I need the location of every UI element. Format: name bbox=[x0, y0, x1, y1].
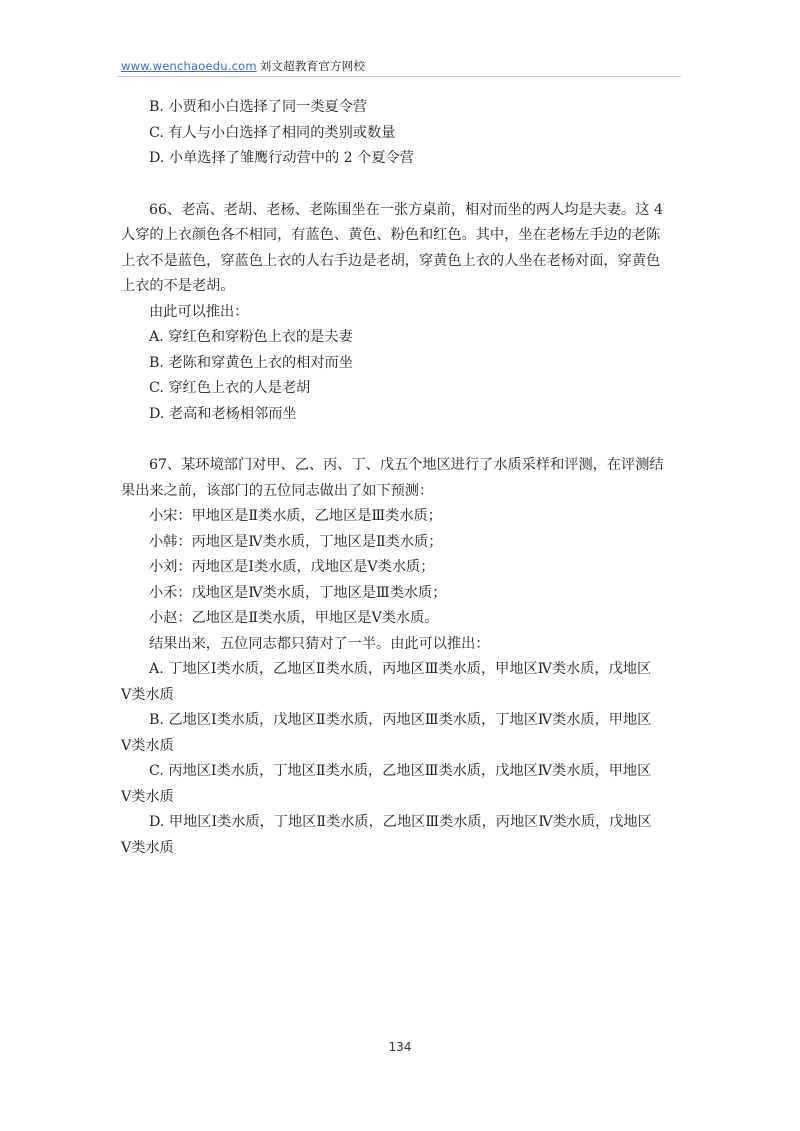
spacer bbox=[121, 427, 681, 453]
option-b: B. 乙地区Ⅰ类水质，戊地区Ⅱ类水质，丙地区Ⅲ类水质，丁地区Ⅳ类水质，甲地区 bbox=[149, 712, 652, 728]
prediction: 小宋：甲地区是Ⅱ类水质，乙地区是Ⅲ类水质； bbox=[149, 508, 442, 524]
option-c: C. 有人与小白选择了相同的类别或数量 bbox=[149, 124, 396, 141]
website-link[interactable]: www.wenchaoedu.com bbox=[121, 59, 257, 73]
option-a-continuation: Ⅴ类水质 bbox=[121, 686, 174, 703]
option-d-continuation: Ⅴ类水质 bbox=[121, 839, 174, 856]
option-b: B. 小贾和小白选择了同一类夏令营 bbox=[149, 99, 368, 115]
previous-question-options bbox=[121, 95, 681, 172]
option-b-continuation: Ⅴ类水质 bbox=[121, 737, 174, 754]
organization-name: 刘文超教育官方网校 bbox=[259, 59, 366, 73]
header-divider bbox=[118, 76, 681, 77]
page-number: 134 bbox=[388, 1040, 412, 1054]
option-c: C. 穿红色上衣的人是老胡 bbox=[149, 380, 311, 396]
question-prompt: 结果出来，五位同志都只猜对了一半。由此可以推出： bbox=[149, 635, 490, 652]
spacer bbox=[121, 172, 681, 198]
option-a: A. 丁地区Ⅰ类水质，乙地区Ⅱ类水质，丙地区Ⅲ类水质，甲地区Ⅳ类水质，戊地区 bbox=[149, 661, 652, 677]
option-d: D. 老高和老杨相邻而坐 bbox=[149, 405, 297, 422]
document-body bbox=[121, 95, 681, 861]
question-66 bbox=[121, 198, 681, 428]
option-c: C. 丙地区Ⅰ类水质，丁地区Ⅱ类水质，乙地区Ⅲ类水质，戊地区Ⅳ类水质，甲地区 bbox=[149, 763, 652, 779]
prediction: 小赵：乙地区是Ⅱ类水质，甲地区是Ⅴ类水质。 bbox=[149, 610, 439, 626]
option-d: D. 小单选择了雏鹰行动营中的 2 个夏令营 bbox=[149, 150, 414, 166]
prediction: 小刘：丙地区是Ⅰ类水质，戊地区是Ⅴ类水质； bbox=[149, 559, 435, 575]
option-b: B. 老陈和穿黄色上衣的相对而坐 bbox=[149, 354, 353, 371]
page-header bbox=[121, 58, 365, 74]
question-stem-line: 上衣不是蓝色，穿蓝色上衣的人右手边是老胡，穿黄色上衣的人坐在老杨对面，穿黄色 bbox=[121, 252, 661, 269]
option-d: D. 甲地区Ⅰ类水质，丁地区Ⅱ类水质，乙地区Ⅲ类水质，丙地区Ⅳ类水质，戊地区 bbox=[149, 814, 652, 830]
question-stem-line: 66、老高、老胡、老杨、老陈围坐在一张方桌前，相对而坐的两人均是夫妻。这 4 bbox=[149, 201, 663, 218]
option-c-continuation: Ⅴ类水质 bbox=[121, 788, 174, 805]
option-a: A. 穿红色和穿粉色上衣的是夫妻 bbox=[149, 329, 353, 345]
question-stem-line: 果出来之前，该部门的五位同志做出了如下预测： bbox=[121, 482, 434, 499]
question-stem-line: 上衣的不是老胡。 bbox=[121, 278, 235, 294]
prediction: 小禾：戊地区是Ⅳ类水质，丁地区是Ⅲ类水质； bbox=[149, 584, 447, 601]
question-stem-line: 67、某环境部门对甲、乙、丙、丁、戊五个地区进行了水质采样和评测，在评测结 bbox=[149, 457, 664, 473]
prediction: 小韩：丙地区是Ⅳ类水质，丁地区是Ⅱ类水质； bbox=[149, 533, 443, 550]
question-prompt: 由此可以推出： bbox=[149, 303, 249, 320]
question-67 bbox=[121, 453, 681, 861]
question-stem-line: 人穿的上衣颜色各不相同，有蓝色、黄色、粉色和红色。其中，坐在老杨左手边的老陈 bbox=[121, 227, 661, 243]
